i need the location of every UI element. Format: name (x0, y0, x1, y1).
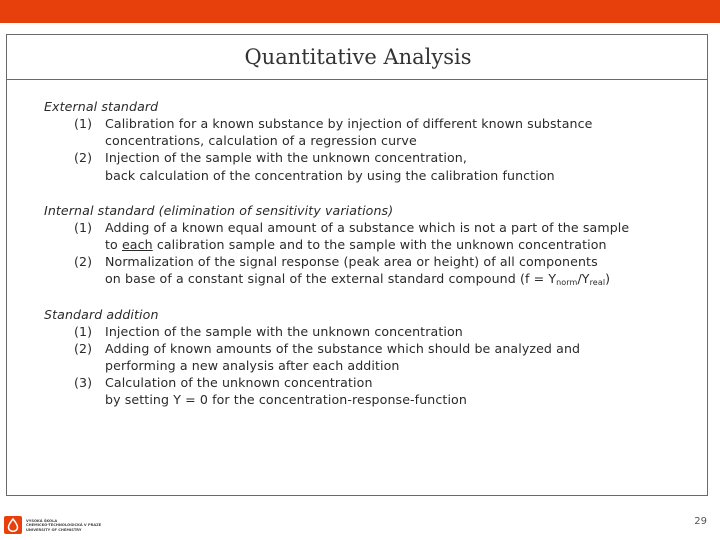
item-line: Injection of the sample with the unknown concentration, (105, 150, 467, 166)
item-line: Injection of the sample with the unknown concentration (105, 323, 463, 339)
title-divider (7, 79, 707, 80)
item-line-prefix: to (105, 237, 118, 253)
university-logo-text (26, 519, 101, 532)
item-number: (2) (74, 150, 93, 166)
logo-line: VYSOKÁ ŠKOLA (26, 519, 58, 523)
slide-frame (6, 34, 708, 496)
item-number: (1) (74, 116, 93, 131)
formula-text: on base of a constant signal of the external standard compound (f = Y (105, 271, 557, 287)
subscript-real: real (589, 278, 606, 288)
item-line: performing a new analysis after each addition (105, 358, 400, 374)
section-heading-internal-standard: Internal standard (elimination of sensitivity variations) (44, 202, 394, 218)
top-accent-bar (0, 0, 720, 23)
item-number: (1) (74, 219, 93, 235)
section-heading-external-standard: External standard (44, 99, 159, 114)
list-item (44, 149, 694, 183)
subscript-norm: norm (556, 278, 578, 288)
item-line: by setting Y = 0 for the concentration-response-function (105, 392, 467, 408)
item-line: Adding of known amounts of the substance which should be analyzed and (105, 340, 581, 356)
item-line: Calculation of the unknown concentration (105, 375, 373, 391)
section-heading-standard-addition: Standard addition (44, 306, 159, 322)
item-line-formula (105, 270, 694, 287)
emphasized-word: each (121, 237, 153, 253)
list-item (44, 374, 694, 408)
logo-line: CHEMICKO-TECHNOLOGICKÁ V PRAZE (26, 523, 102, 528)
item-line: Normalization of the signal response (peak area or height) of all components (105, 254, 598, 270)
formula-divider: /Y (577, 271, 590, 287)
list-item (44, 115, 694, 149)
item-number: (2) (74, 340, 93, 356)
slide-content (44, 98, 694, 409)
item-number: (3) (74, 375, 93, 391)
logo-line: UNIVERSITY OF CHEMISTRY (26, 527, 82, 532)
item-number: (1) (74, 323, 93, 339)
list-item (44, 219, 694, 253)
item-line: Calibration for a known substance by injection of different known substance (105, 116, 593, 131)
list-item (44, 253, 694, 287)
item-line: back calculation of the concentration by using the calibration function (105, 167, 555, 183)
list-item (44, 340, 694, 374)
item-line: concentrations, calculation of a regression curve (105, 133, 417, 149)
slide-title: Quantitative Analysis (244, 45, 472, 69)
item-number: (2) (74, 254, 93, 270)
list-item (44, 323, 694, 340)
item-line-rest: calibration sample and to the sample with the unknown concentration (156, 237, 607, 253)
slide-footer (0, 500, 720, 540)
flask-drop-icon (4, 516, 22, 534)
item-line (105, 236, 694, 253)
page-number: 29 (694, 516, 707, 527)
formula-end: ) (605, 271, 611, 287)
item-line: Adding of a known equal amount of a substance which is not a part of the sample (105, 219, 630, 235)
